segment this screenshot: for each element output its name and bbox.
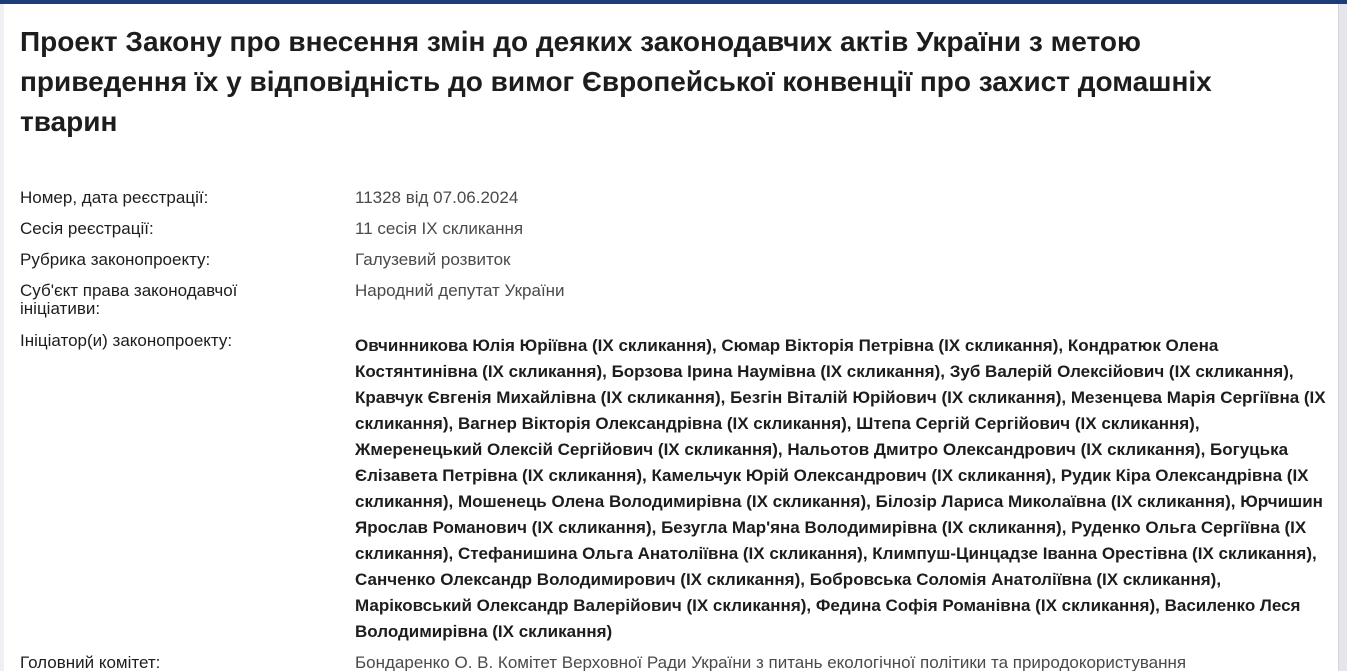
initiator-item[interactable]: Безгін Віталій Юрійович (IX скликання) <box>730 388 1062 407</box>
initiator-item[interactable]: Мезенцева Марія Сергіївна (IX скликання) <box>355 388 1326 433</box>
initiator-item[interactable]: Жмеренецький Олексій Сергійович (IX скликання) <box>355 440 778 459</box>
initiator-item[interactable]: Санченко Олександр Володимирович (IX скликання) <box>355 570 801 589</box>
rubric-label: Рубрика законопроекту: <box>20 250 211 269</box>
committee-label: Головний комітет: <box>20 653 161 671</box>
initiator-item[interactable]: Рудик Кіра Олександрівна (IX скликання) <box>355 466 1309 511</box>
initiator-item[interactable]: Кравчук Євгенія Михайлівна (IX скликання) <box>355 388 721 407</box>
initiator-item[interactable]: Безугла Мар'яна Володимирівна (IX скликання) <box>661 518 1062 537</box>
initiator-item[interactable]: Зуб Валерій Олексійович (IX скликання) <box>949 362 1289 381</box>
committee-value: Бондаренко О. В. Комітет Верховної Ради України з питань екологічної політики та природокористування <box>355 653 1187 671</box>
session-value: 11 сесія IX скликання <box>355 219 524 238</box>
initiator-item[interactable]: Камельчук Юрій Олександрович (IX скликання) <box>651 466 1052 485</box>
initiator-item[interactable]: Нальотов Дмитро Олександрович (IX скликання) <box>787 440 1201 459</box>
scrollbar[interactable] <box>1338 4 1347 671</box>
initiator-item[interactable]: Штепа Сергій Сергійович (IX скликання) <box>856 414 1195 433</box>
initiator-item[interactable]: Богуцька Єлізавета Петрівна (IX скликання) <box>355 440 1289 485</box>
initiators-label: Ініціатор(и) законопроекту: <box>20 331 233 350</box>
initiator-item[interactable]: Мошенець Олена Володимирівна (IX скликання) <box>457 492 867 511</box>
initiator-item[interactable]: Кондратюк Олена Костянтинівна (IX скликання) <box>355 336 1219 381</box>
page-title: Проект Закону про внесення змін до деяких законодавчих актів України з метою приведення їх у відповідність до вимог Європейської конвенції про захист домашніх тварин <box>20 26 1212 137</box>
initiator-item[interactable]: Білозір Лариса Миколаївна (IX скликання) <box>875 492 1231 511</box>
initiator-item[interactable]: Стефанишина Ольга Анатоліївна (IX скликання) <box>457 544 863 563</box>
initiator-item[interactable]: Бобровська Соломія Анатоліївна (IX скликання) <box>809 570 1217 589</box>
initiator-item[interactable]: Василенко Леся Володимирівна (IX скликання) <box>355 596 1301 641</box>
initiator-item[interactable]: Руденко Ольга Сергіївна (IX скликання) <box>355 518 1307 563</box>
initiator-item[interactable]: Юрчишин Ярослав Романович (IX скликання) <box>355 492 1323 537</box>
rubric-value: Галузевий розвиток <box>355 250 511 269</box>
initiator-item[interactable]: Борзова Ірина Наумівна (IX скликання) <box>611 362 941 381</box>
initiator-item[interactable]: Овчинникова Юлія Юріївна (IX скликання) <box>355 336 712 355</box>
initiators-list: Овчинникова Юлія Юріївна (IX скликання), Сюмар Вікторія Петрівна (IX скликання), Кондратюк Олена Костянтинівна (IX скликання), Борзова Ірина Наумівна (IX скликання), Зуб Валерій Олексійович (IX скликання), Кравчук Євгенія Михайлівна (IX скликання), Безгін Віталій Юрійович (IX скликання), Мезенцева Марія Сергіївна (IX скликання), Вагнер Вікторія Олександрівна (IX скликання), Штепа Сергій Сергійович (IX скликання), Жмеренецький Олексій Сергійович (IX скликання), Нальотов Дмитро Олександрович (IX скликання), Богуцька Єлізавета Петрівна (IX скликання), Камельчук Юрій Олександрович (IX скликання), Рудик Кіра Олександрівна (IX скликання), Мошенець Олена Володимирівна (IX скликання), Білозір Лариса Миколаївна (IX скликання), Юрчишин Ярослав Романович (IX скликання), Безугла Мар'яна Володимирівна (IX скликання), Руденко Ольга Сергіївна (IX скликання), Стефанишина Ольга Анатоліївна (IX скликання), Климпуш-Цинцадзе Іванна Орестівна (IX скликання), Санченко Олександр Володимирович (IX скликання), Бобровська Соломія Анатоліївна (IX скликання), Маріковський Олександр Валерійович (IX скликання), Федина Софія Романівна (IX скликання), Василенко Леся Володимирівна (IX скликання) <box>355 336 1326 641</box>
initiator-item[interactable]: Вагнер Вікторія Олександрівна (IX скликання) <box>457 414 847 433</box>
registration-value: 11328 від 07.06.2024 <box>355 188 519 207</box>
initiator-item[interactable]: Сюмар Вікторія Петрівна (IX скликання) <box>721 336 1059 355</box>
subject-label: Суб'єкт права законодавчої ініціативи: <box>20 281 238 318</box>
initiator-item[interactable]: Федина Софія Романівна (IX скликання) <box>815 596 1156 615</box>
initiator-item[interactable]: Климпуш-Цинцадзе Іванна Орестівна (IX скликання) <box>872 544 1313 563</box>
left-border <box>0 4 4 671</box>
registration-label: Номер, дата реєстрації: <box>20 188 209 207</box>
session-label: Сесія реєстрації: <box>20 219 154 238</box>
subject-value: Народний депутат України <box>355 281 565 300</box>
initiator-item[interactable]: Маріковський Олександр Валерійович (IX скликання) <box>355 596 807 615</box>
